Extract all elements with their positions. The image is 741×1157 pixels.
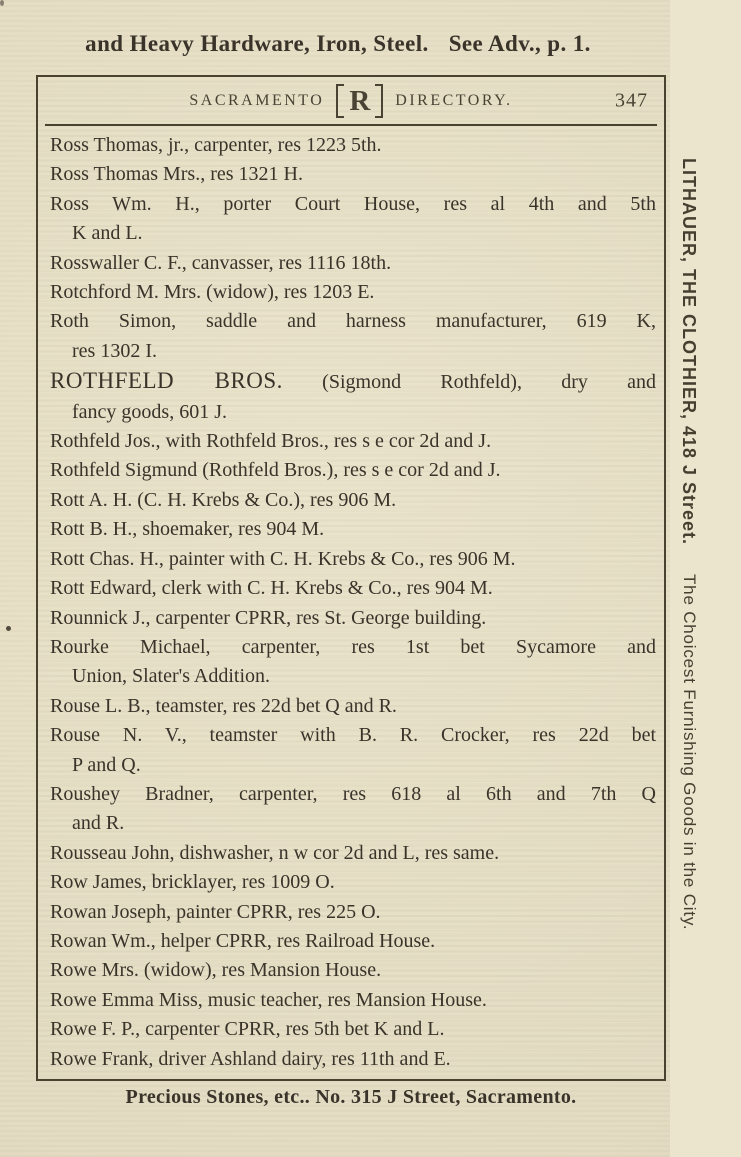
directory-entry <box>50 898 656 927</box>
entry-line: Row James, bricklayer, res 1009 O. <box>50 871 335 894</box>
directory-entry <box>50 278 656 307</box>
entry-line: Rott B. H., shoemaker, res 904 M. <box>50 518 325 541</box>
directory-entry <box>50 160 656 189</box>
entry-line: Rotchford M. Mrs. (widow), res 1203 E. <box>50 281 375 304</box>
top-advert-text-right: See Adv., p. 1. <box>448 31 591 56</box>
entry-line: Rothfeld Sigmund (Rothfeld Bros.), res s e cor 2d and J. <box>50 459 501 482</box>
corner-speck <box>0 0 4 6</box>
directory-entry <box>50 515 656 544</box>
directory-entry <box>50 721 656 780</box>
directory-entry <box>50 604 656 633</box>
entry-line: Rousseau John, dishwasher, n w cor 2d and L, res same. <box>50 841 500 864</box>
header-directory-label: DIRECTORY. <box>395 91 513 109</box>
top-advert-banner <box>36 31 640 57</box>
page-number: 347 <box>615 89 648 111</box>
entry-line: Ross Thomas Mrs., res 1321 H. <box>50 163 303 186</box>
entry-line: Rothfeld Jos., with Rothfeld Bros., res s e cor 2d and J. <box>50 430 492 453</box>
directory-entry <box>50 956 656 985</box>
right-bracket-icon <box>375 84 383 118</box>
directory-entry <box>50 633 656 692</box>
directory-entry <box>50 427 656 456</box>
entry-line: P and Q. <box>72 753 141 776</box>
entry-line: Rouse L. B., teamster, res 22d bet Q and R. <box>50 694 397 717</box>
directory-entry <box>50 1045 656 1074</box>
entry-line: Rouse N. V., teamster with B. R. Crocker, res 22d bet <box>50 724 656 747</box>
directory-entry <box>50 780 656 839</box>
entry-line: Rott Edward, clerk with C. H. Krebs & Co., res 904 M. <box>50 577 493 600</box>
entry-line: Roushey Bradner, carpenter, res 618 al 6th and 7th Q <box>50 782 656 805</box>
entry-line: Rourke Michael, carpenter, res 1st bet Sycamore and <box>50 635 656 658</box>
entry-line: Rowan Joseph, painter CPRR, res 225 O. <box>50 900 381 923</box>
entry-line: Ross Wm. H., porter Court House, res al 4th and 5th <box>50 192 656 215</box>
directory-entry <box>50 986 656 1015</box>
entry-line: Rowe Emma Miss, music teacher, res Mansion House. <box>50 988 487 1011</box>
ink-speck <box>6 626 11 631</box>
entry-line: K and L. <box>72 222 143 245</box>
directory-entry <box>50 927 656 956</box>
bottom-advert-banner: Precious Stones, etc.. No. 315 J Street, Sacramento. <box>125 1086 577 1108</box>
entry-line: Union, Slater's Addition. <box>72 665 271 688</box>
directory-entry <box>50 574 656 603</box>
directory-entry <box>50 456 656 485</box>
entry-line: Rowe F. P., carpenter CPRR, res 5th bet K and L. <box>50 1018 445 1041</box>
top-advert-text-left: and Heavy Hardware, Iron, Steel. <box>85 31 429 56</box>
emphasized-business-name: ROTHFELD BROS. <box>50 368 283 394</box>
directory-entry <box>50 366 656 427</box>
directory-entry <box>50 486 656 515</box>
entry-line: Ross Thomas, jr., carpenter, res 1223 5th. <box>50 134 382 156</box>
entry-line: Rosswaller C. F., canvasser, res 1116 18th. <box>50 251 392 274</box>
side-advert-text-2: The Choicest Furnishing Goods in the City. <box>680 573 699 930</box>
directory-header <box>38 77 664 124</box>
side-advert-banner <box>678 158 699 1058</box>
directory-entry <box>50 839 656 868</box>
directory-entry <box>50 307 656 366</box>
entry-line: Roth Simon, saddle and harness manufacturer, 619 K, <box>50 310 656 333</box>
entry-line: and R. <box>72 812 125 835</box>
directory-entry <box>50 190 656 249</box>
directory-entry <box>50 868 656 897</box>
header-city-label: SACRAMENTO <box>189 91 325 109</box>
entry-line: Rowan Wm., helper CPRR, res Railroad House. <box>50 929 436 952</box>
directory-entry <box>50 692 656 721</box>
directory-box <box>36 75 666 1081</box>
section-letter-badge <box>336 83 383 119</box>
entry-line: Rowe Frank, driver Ashland dairy, res 11th and E. <box>50 1047 451 1070</box>
directory-entries <box>38 126 664 1074</box>
entry-line: res 1302 I. <box>72 339 157 362</box>
entry-line: Rott A. H. (C. H. Krebs & Co.), res 906 M. <box>50 488 397 511</box>
entry-line: Rott Chas. H., painter with C. H. Krebs & Co., res 906 M. <box>50 547 516 570</box>
directory-entry <box>50 1015 656 1044</box>
entry-line: ROTHFELD BROS. (Sigmond Rothfeld), dry and <box>50 368 656 394</box>
section-letter: R <box>349 84 371 117</box>
entry-line: Rowe Mrs. (widow), res Mansion House. <box>50 959 382 982</box>
directory-entry <box>50 249 656 278</box>
directory-entry <box>50 545 656 574</box>
entry-line: fancy goods, 601 J. <box>72 400 227 423</box>
left-bracket-icon <box>336 84 344 118</box>
entry-line: Rounnick J., carpenter CPRR, res St. George building. <box>50 606 487 629</box>
directory-entry <box>50 131 656 160</box>
side-advert-text-1: LITHAUER, THE CLOTHIER, 418 J Street. <box>679 158 699 546</box>
